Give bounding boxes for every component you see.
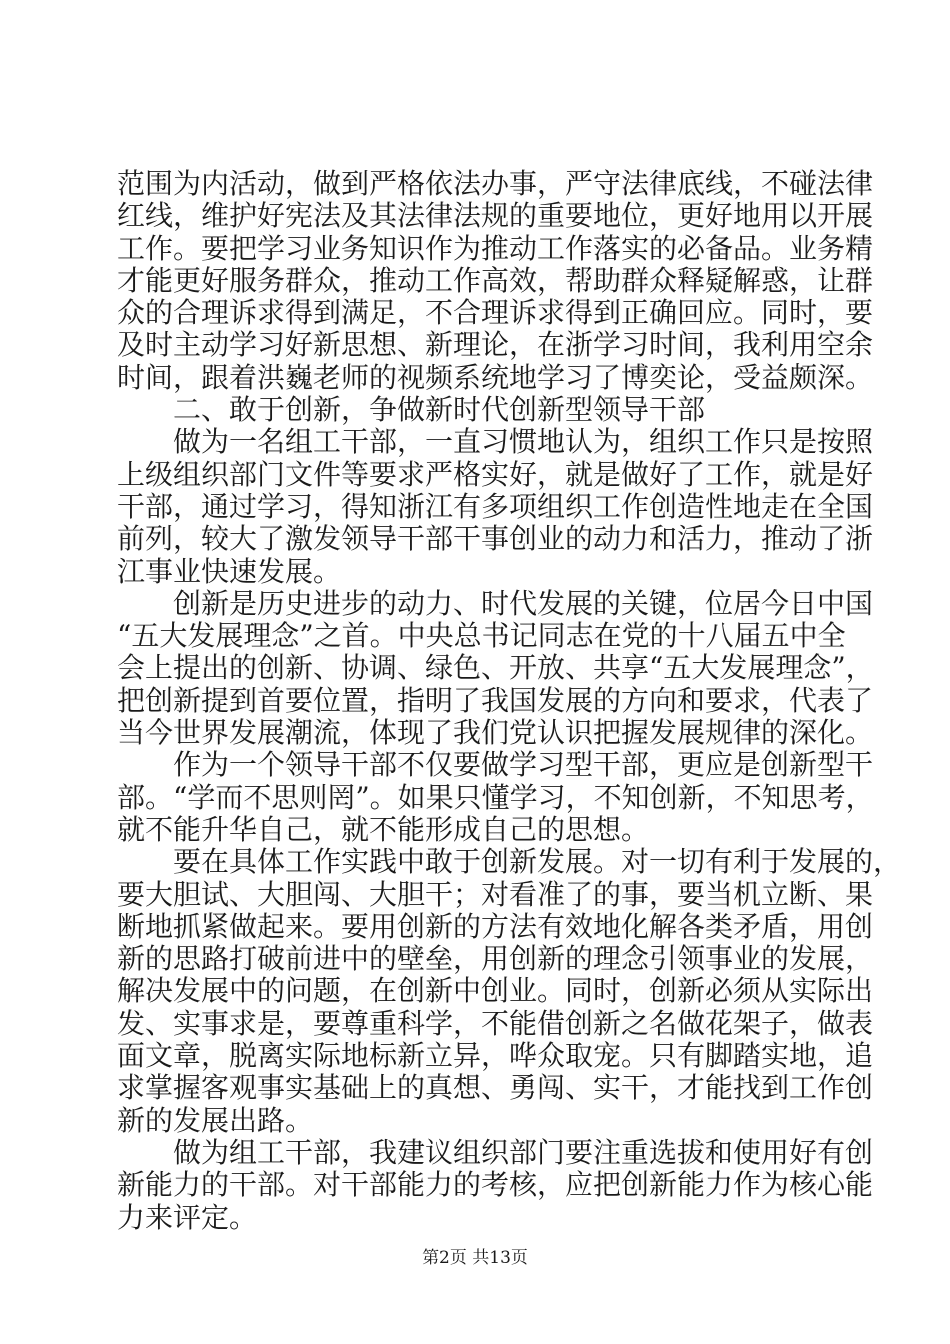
text-line: 就不能升华自己，就不能形成自己的思想。	[117, 812, 650, 846]
text-line: 解决发展中的问题，在创新中创业。同时，创新必须从实际出	[117, 974, 874, 1008]
text-line: 把创新提到首要位置，指明了我国发展的方向和要求，代表了	[117, 683, 874, 717]
text-line: “五大发展理念”之首。中央总书记同志在党的十八届五中全	[117, 619, 846, 653]
text-line: 新的思路打破前进中的壁垒，用创新的理念引领事业的发展，	[117, 942, 874, 976]
text-line: 工作。要把学习业务知识作为推动工作落实的必备品。业务精	[117, 231, 874, 265]
text-line: 做为组工干部，我建议组织部门要注重选拔和使用好有创	[173, 1135, 874, 1169]
text-line: 要在具体工作实践中敢于创新发展。对一切有利于发展的，	[173, 845, 902, 879]
text-line: 当今世界发展潮流，体现了我们党认识把握发展规律的深化。	[117, 716, 874, 750]
text-line: 干部，通过学习，得知浙江有多项组织工作创造性地走在全国	[117, 489, 874, 523]
section-heading: 二、敢于创新，争做新时代创新型领导干部	[173, 393, 706, 427]
text-line: 作为一个领导干部不仅要做学习型干部，更应是创新型干	[173, 748, 874, 782]
text-line: 时间，跟着洪巍老师的视频系统地学习了博奕论，受益颇深。	[117, 360, 874, 394]
text-line: 新能力的干部。对干部能力的考核，应把创新能力作为核心能	[117, 1168, 874, 1202]
text-line: 求掌握客观事实基础上的真想、勇闯、实干，才能找到工作创	[117, 1071, 874, 1105]
text-line: 新的发展出路。	[117, 1103, 314, 1137]
text-line: 及时主动学习好新思想、新理论，在浙学习时间，我利用空余	[117, 328, 874, 362]
page-number: 第2页 共13页	[422, 1248, 528, 1268]
document-body	[117, 167, 902, 1234]
text-line: 力来评定。	[117, 1200, 258, 1234]
text-line: 做为一名组工干部，一直习惯地认为，组织工作只是按照	[173, 425, 874, 459]
text-line: 范围为内活动，做到严格依法办事，严守法律底线，不碰法律	[117, 167, 874, 200]
text-line: 要大胆试、大胆闯、大胆干；对看准了的事，要当机立断、果	[117, 877, 874, 911]
text-line: 发、实事求是，要尊重科学，不能借创新之名做花架子，做表	[117, 1006, 874, 1040]
text-line: 部。“学而不思则罔”。如果只懂学习，不知创新，不知思考，	[117, 780, 874, 814]
text-line: 会上提出的创新、协调、绿色、开放、共享“五大发展理念”，	[117, 651, 874, 685]
text-line: 才能更好服务群众，推动工作高效，帮助群众释疑解惑，让群	[117, 263, 874, 297]
text-line: 众的合理诉求得到满足，不合理诉求得到正确回应。同时，要	[117, 296, 874, 330]
text-line: 上级组织部门文件等要求严格实好，就是做好了工作，就是好	[117, 457, 874, 491]
text-line: 江事业快速发展。	[117, 554, 342, 588]
text-line: 面文章，脱离实际地标新立异，哗众取宠。只有脚踏实地，追	[117, 1039, 874, 1073]
text-line: 红线，维护好宪法及其法律法规的重要地位，更好地用以开展	[117, 199, 874, 233]
text-line: 前列，较大了激发领导干部干事创业的动力和活力，推动了浙	[117, 522, 874, 556]
text-line: 断地抓紧做起来。要用创新的方法有效地化解各类矛盾，用创	[117, 909, 874, 943]
text-line: 创新是历史进步的动力、时代发展的关键，位居今日中国	[173, 586, 874, 620]
